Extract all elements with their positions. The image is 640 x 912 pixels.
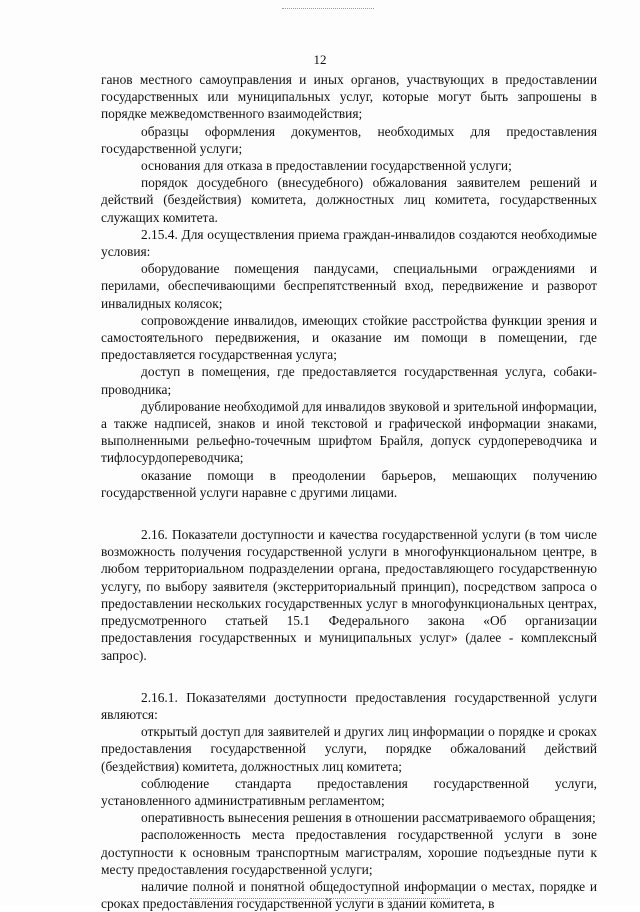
paragraph: открытый доступ для заявителей и других лиц информации о порядке и сроках предоставления государственной услуги, порядке обжалований действий (бездействия) комитета, должностных лиц комитета; [101, 724, 597, 774]
paragraph: оперативность вынесения решения в отношении рассматриваемого обращения; [141, 810, 596, 826]
paragraph: сопровождение инвалидов, имеющих стойкие расстройства функции зрения и самостоятельного передвижения, и оказание им помощи в помещении, где предоставляется государственная услуга; [101, 312, 597, 363]
paragraph: основания для отказа в предоставлении государственной услуги; [141, 158, 512, 174]
paragraph: соблюдение стандарта предоставления государственной услуги, установленного административным регламентом; [101, 775, 597, 808]
paragraph-section-2-15-4: 2.15.4. Для осуществления приема граждан-инвалидов создаются необходимые условия: [101, 226, 597, 260]
paragraph: оказание помощи в преодолении барьеров, мешающих получению государственной услуги наравне с другими лицами. [101, 467, 597, 500]
paragraph-section-2-16: 2.16. Показатели доступности и качества государственной услуги (в том числе возможность получения государственной услуги в многофункциональном центре, в любом территориальном подразделении органа, предоставляющего государственную услугу, по выбору заявителя (экстерриториальный принцип), посредством запроса о предоставлении нескольких государственных услуг в многофункциональных центрах, предусмотренного статьей 15.1 Федерального закона «Об организации предоставления государственных и муниципальных услуг» (далее - комплексный запрос). [101, 527, 597, 663]
scan-artifact-bottom [190, 898, 450, 900]
paragraph: образцы оформления документов, необходимых для предоставления государственной услуги; [101, 123, 597, 156]
paragraph: дублирование необходимой для инвалидов звуковой и зрительной информации, а также надписей, знаков и иной текстовой и графической информации знаками, выполненными рельефно-точечным шрифтом Брайля, допуск сурдопереводчика и тифлосурдопереводчика; [101, 398, 597, 466]
paragraph: порядок досудебного (внесудебного) обжалования заявителем решений и действий (бездействия) комитета, должностных лиц комитета, государственных служащих комитета. [101, 175, 597, 225]
scan-artifact-top [282, 8, 374, 10]
document-body [101, 71, 597, 912]
paragraph-continuation: ганов местного самоуправления и иных органов, участвующих в предоставлении государственных или муниципальных услуг, которые могут быть запрошены в порядке межведомственного взаимодействия; [101, 72, 597, 122]
page-number: 12 [313, 52, 327, 67]
paragraph: доступ в помещения, где предоставляется государственная услуга, собаки-проводника; [101, 364, 597, 397]
paragraph: наличие полной и понятной общедоступной информации о местах, порядке и сроках предоставления государственной услуги в здании комитета, в [101, 878, 597, 912]
paragraph-section-2-16-1: 2.16.1. Показателями доступности предоставления государственной услуги являются: [101, 689, 597, 722]
paragraph: оборудование помещения пандусами, специальными ограждениями и перилами, обеспечивающими беспрепятственный вход, передвижение и разворот инвалидных колясок; [101, 261, 597, 311]
paragraph: расположенность места предоставления государственной услуги в зоне доступности к основным транспортным магистралям, хорошие подъездные пути к месту предоставления государственной услуги; [101, 827, 597, 877]
